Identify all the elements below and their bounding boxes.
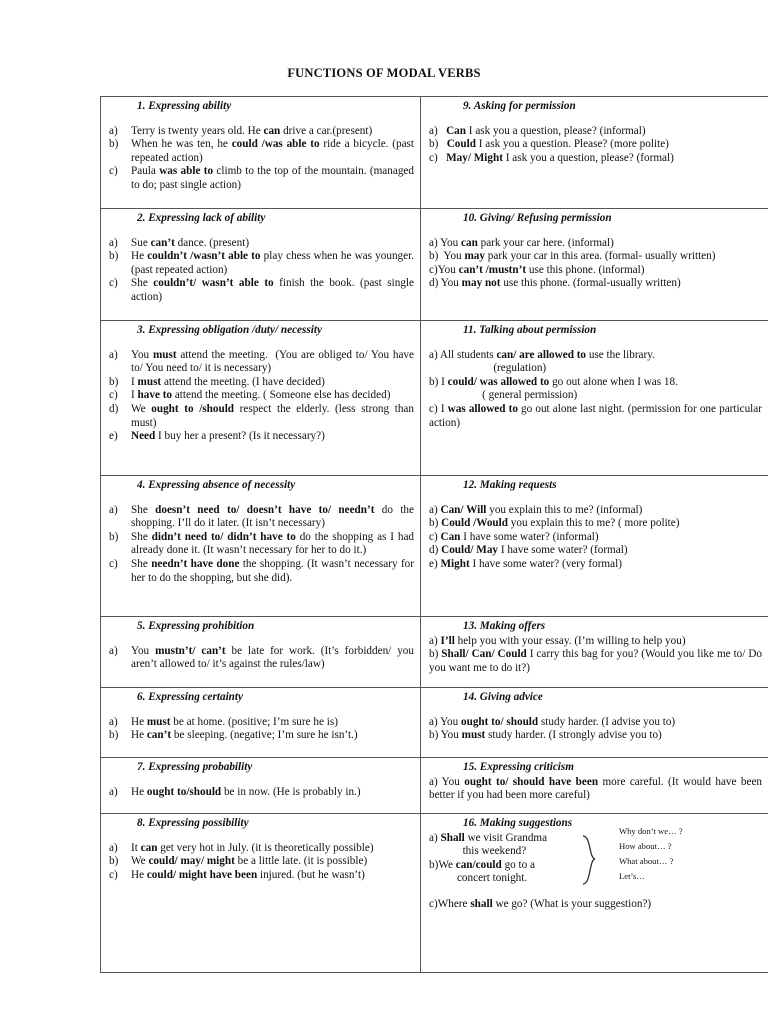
item-text: study harder. (I strongly advise you to) — [485, 729, 662, 742]
item-text: (regulation) — [429, 362, 547, 375]
cell-left — [101, 688, 421, 758]
item-text: be at home. (positive; I’m sure he is) — [170, 715, 338, 728]
item-text: I ask you a question, please? (formal) — [502, 151, 674, 164]
list-item — [429, 402, 765, 430]
table-row — [101, 688, 768, 758]
section-heading: 9. Asking for permission — [463, 100, 576, 112]
item-text: c) I — [429, 402, 448, 415]
item-modal: Can — [446, 124, 466, 137]
item-text: b) — [429, 648, 442, 661]
list-item — [429, 237, 762, 251]
item-modal: May/ Might — [446, 151, 503, 164]
item-text: It — [131, 841, 141, 854]
item-modal: may — [464, 250, 485, 263]
item-text: She — [131, 503, 156, 516]
item-text: I have some water? (formal) — [498, 544, 628, 557]
item-modal: Might — [440, 557, 470, 570]
cell-right — [421, 209, 768, 321]
page-title: FUNCTIONS OF MODAL VERBS — [287, 66, 481, 80]
list-item — [109, 430, 414, 444]
item-text: We — [131, 855, 149, 868]
item-text — [131, 125, 414, 139]
list-item — [429, 531, 762, 545]
item-letter: e) — [109, 430, 118, 443]
list-item — [429, 389, 762, 403]
item-modal: ought to/ should have been — [464, 775, 599, 788]
item-text: He — [131, 715, 147, 728]
list-item — [109, 855, 414, 869]
list-item — [109, 530, 417, 558]
item-modal: must — [461, 729, 486, 742]
item-text — [131, 237, 414, 251]
item-modal: ought to /should — [151, 402, 235, 415]
section-heading: 15. Expressing criticism — [463, 761, 574, 773]
item-text: c) — [429, 530, 441, 543]
list-item — [429, 138, 762, 152]
item-text — [131, 786, 414, 800]
item-text: d) You — [429, 277, 462, 290]
section-heading: 4. Expressing absence of necessity — [137, 479, 296, 491]
item-text: When he was ten, he — [131, 138, 232, 151]
item-modal: mustn’t/ can’t — [155, 644, 226, 657]
modal-verbs-table — [100, 96, 768, 973]
list-item — [109, 237, 414, 251]
item-text — [131, 348, 417, 376]
item-text: a) — [429, 503, 441, 516]
item-text: a) You — [429, 775, 465, 788]
list-item — [109, 716, 414, 730]
item-text: c)Where — [429, 897, 471, 910]
table-row — [101, 814, 768, 973]
item-text: be sleeping. (negative; I’m sure he isn’t.) — [171, 729, 358, 742]
item-text — [131, 644, 417, 672]
item-text: injured. (but he wasn’t) — [257, 868, 365, 881]
item-text: She — [131, 530, 152, 543]
suggestion-block — [429, 825, 762, 886]
item-text: He — [131, 250, 148, 263]
cell-right — [421, 321, 768, 476]
section-heading: 12. Making requests — [463, 479, 557, 491]
item-letter: b) — [109, 855, 119, 868]
item-modal: shall — [470, 897, 493, 910]
item-text: this weekend? — [429, 845, 527, 858]
item-text: b) You — [429, 729, 462, 742]
item-modal: was able to — [159, 165, 214, 178]
item-text — [131, 503, 417, 531]
list-item — [109, 644, 417, 672]
item-modal: can’t — [150, 236, 175, 249]
item-text: Sue — [131, 236, 151, 249]
section-heading: 5. Expressing prohibition — [137, 620, 255, 632]
item-letter: a) — [109, 124, 118, 137]
item-text — [131, 530, 417, 558]
cell-right — [421, 97, 768, 209]
item-text: attend the meeting. (I have decided) — [161, 375, 325, 388]
item-modal: could/ may/ might — [148, 855, 235, 868]
list-item — [429, 349, 762, 363]
item-text: go to a — [501, 858, 536, 871]
item-text: you explain this to me? (informal) — [486, 503, 643, 516]
item-text: do the shopping. I’ll do it later. (It isn’t necessary) — [131, 503, 417, 530]
cell-left — [101, 758, 421, 814]
alternative-phrase: What about… ? — [619, 855, 674, 866]
item-modal: Shall/ Can/ Could — [441, 648, 527, 661]
item-letter: b) — [109, 250, 119, 263]
item-modal: Can/ Will — [440, 503, 487, 516]
item-text: respect the elderly. (less strong than must) — [131, 402, 417, 429]
item-text: b) — [429, 138, 447, 151]
item-modal: can/ are allowed to — [496, 348, 587, 361]
table-row — [101, 321, 768, 476]
list-item — [429, 898, 762, 912]
item-text: d) — [429, 544, 442, 557]
list-item — [429, 775, 765, 803]
item-letter: a) — [109, 785, 118, 798]
item-text: attend the meeting. (You are obliged to/ You have to/ You need to/ it is necessary) — [131, 348, 417, 375]
item-letter: c) — [109, 165, 118, 178]
list-item — [429, 635, 762, 649]
item-text: park your car in this area. (formal- usually written) — [484, 250, 716, 263]
item-text: a) All students — [429, 348, 497, 361]
list-item — [109, 348, 417, 376]
item-letter: a) — [109, 348, 118, 361]
list-item — [109, 138, 417, 165]
item-text — [131, 729, 414, 743]
item-text: be a little late. (it is possible) — [234, 855, 368, 868]
item-text: Terry is twenty years old. He — [131, 124, 264, 137]
alternative-phrase: Let’s… — [619, 870, 645, 881]
item-text — [131, 430, 414, 444]
section-heading: 3. Expressing obligation /duty/ necessity — [137, 324, 322, 336]
item-letter: c) — [109, 389, 118, 402]
item-letter: d) — [109, 402, 119, 415]
item-text: I carry this bag for you? (Would you like me to/ Do you want me to do it?) — [429, 648, 765, 674]
item-text: You — [131, 348, 153, 361]
list-item — [109, 125, 414, 139]
item-modal: could /was able to — [231, 138, 320, 151]
item-letter: b) — [109, 729, 119, 742]
item-text — [131, 842, 414, 856]
table-row — [101, 617, 768, 688]
item-text: dance. (present) — [174, 236, 250, 249]
item-text: I — [131, 375, 138, 388]
section-heading: 13. Making offers — [463, 620, 546, 632]
item-text: You — [131, 644, 156, 657]
cell-left — [101, 617, 421, 688]
item-modal: could/ was allowed to — [447, 375, 550, 388]
list-item — [109, 277, 417, 304]
list-item — [429, 729, 762, 743]
item-text: use the library. — [586, 348, 655, 361]
item-modal: ought to/should — [146, 785, 222, 798]
cell-right — [421, 476, 768, 617]
cell-left — [101, 209, 421, 321]
item-text: a) You — [429, 715, 462, 728]
item-text: c)You — [429, 263, 459, 276]
item-text: We — [131, 402, 152, 415]
item-modal: didn’t need to/ didn’t have to — [151, 530, 296, 543]
list-item — [429, 152, 762, 166]
item-modal: Could — [446, 138, 476, 151]
item-text: I ask you a question. Please? (more polite) — [475, 138, 669, 151]
item-text — [131, 855, 414, 869]
item-text: attend the meeting. ( Someone else has decided) — [172, 389, 391, 402]
item-text: b) — [429, 517, 442, 530]
item-text: a) You — [429, 236, 462, 249]
list-item — [109, 503, 417, 531]
item-modal: must — [146, 715, 171, 728]
item-text — [131, 557, 417, 585]
item-text: He — [131, 785, 147, 798]
alternative-phrase: Why don’t we… ? — [619, 825, 683, 836]
item-text — [131, 165, 417, 192]
list-item — [109, 786, 414, 800]
item-text: help you with your essay. (I’m willing to help you) — [454, 634, 686, 647]
item-text: climb to the top of the mountain. (managed to do; past single action) — [131, 165, 417, 191]
item-text: b)We — [429, 858, 456, 871]
list-item — [429, 544, 762, 558]
item-modal: needn’t have done — [151, 557, 240, 570]
list-item — [429, 277, 762, 291]
list-item — [429, 517, 762, 531]
item-text: a) — [429, 124, 447, 137]
list-item — [109, 389, 414, 403]
cell-right — [421, 814, 768, 973]
item-letter: a) — [109, 503, 118, 516]
section-heading: 8. Expressing possibility — [137, 817, 249, 829]
suggestion-alternatives — [619, 826, 683, 886]
item-modal: doesn’t need to/ doesn’t have to/ needn’t — [155, 503, 375, 516]
item-modal: must — [137, 375, 162, 388]
item-modal: ought to/ should — [461, 715, 539, 728]
item-text — [131, 716, 414, 730]
item-text — [131, 389, 414, 403]
item-modal: couldn’t /wasn’t able to — [147, 250, 261, 263]
item-text: finish the book. (past single action) — [131, 277, 417, 303]
list-item — [109, 842, 414, 856]
section-heading: 1. Expressing ability — [137, 100, 232, 112]
item-text: go out alone when I was 18. — [549, 375, 678, 388]
item-modal: Could/ May — [441, 544, 499, 557]
cell-right — [421, 758, 768, 814]
item-modal: can/could — [455, 858, 502, 871]
cell-left — [101, 321, 421, 476]
item-letter: a) — [109, 644, 118, 657]
item-text: He — [131, 868, 147, 881]
item-text: use this phone. (informal) — [526, 263, 645, 276]
item-text: get very hot in July. (it is theoretically possible) — [157, 841, 374, 854]
cell-left — [101, 476, 421, 617]
item-letter: a) — [109, 715, 118, 728]
item-modal: could/ might have been — [146, 868, 258, 881]
item-text: play chess when he was younger. (past repeated action) — [131, 250, 417, 276]
item-letter: c) — [109, 277, 118, 290]
item-text: do the shopping as I had already done it. (It wasn’t necessary for her to do it.) — [131, 530, 417, 557]
section-heading: 7. Expressing probability — [137, 761, 253, 773]
item-letter: a) — [109, 236, 118, 249]
item-text: I buy her a present? (Is it necessary?) — [155, 430, 325, 443]
item-text: b) You — [429, 250, 465, 263]
table-row — [101, 97, 768, 209]
item-text — [131, 138, 417, 165]
item-letter: b) — [109, 138, 119, 151]
cell-right — [421, 688, 768, 758]
list-item — [429, 648, 765, 675]
item-text: She — [131, 277, 154, 290]
list-item — [429, 504, 762, 518]
item-text: a) — [429, 634, 441, 647]
item-text: He — [131, 729, 147, 742]
table-row — [101, 209, 768, 321]
item-text: park your car here. (informal) — [477, 236, 614, 249]
item-text: study harder. (I advise you to) — [538, 715, 676, 728]
list-item — [429, 264, 762, 278]
item-modal: I’ll — [440, 634, 455, 647]
item-text — [131, 277, 417, 304]
list-item — [429, 250, 762, 264]
item-text: go out alone last night. (permission for one particular action) — [429, 402, 765, 429]
item-text: I have some water? (informal) — [460, 530, 599, 543]
item-text — [131, 376, 414, 390]
item-text: I have some water? (very formal) — [469, 557, 622, 570]
table-row — [101, 476, 768, 617]
section-heading: 6. Expressing certainty — [137, 691, 243, 703]
item-letter: b) — [109, 530, 119, 543]
item-modal: was allowed to — [447, 402, 518, 415]
item-text: concert tonight. — [429, 872, 528, 885]
cell-left — [101, 814, 421, 973]
item-modal: may not — [461, 277, 501, 290]
item-modal: Shall — [440, 831, 465, 844]
list-item — [109, 250, 417, 277]
item-modal: can — [140, 841, 158, 854]
list-item — [429, 362, 762, 376]
alternative-phrase: How about… ? — [619, 840, 672, 851]
list-item — [429, 558, 762, 572]
section-heading: 16. Making suggestions — [463, 817, 573, 829]
item-text: Paula — [131, 165, 160, 178]
list-item — [429, 376, 762, 390]
item-text: we go? (What is your suggestion?) — [492, 897, 652, 910]
section-heading: 10. Giving/ Refusing permission — [463, 212, 612, 224]
item-text: ( general permission) — [429, 389, 578, 402]
item-modal: couldn’t/ wasn’t able to — [153, 277, 274, 290]
item-text — [131, 402, 417, 430]
table-row — [101, 758, 768, 814]
item-letter: c) — [109, 557, 118, 570]
list-item — [109, 869, 414, 883]
section-heading: 11. Talking about permission — [463, 324, 597, 336]
list-item — [429, 716, 762, 730]
item-text: I — [131, 389, 138, 402]
item-letter: c) — [109, 868, 118, 881]
section-heading: 2. Expressing lack of ability — [137, 212, 266, 224]
item-text: we visit Grandma — [464, 831, 548, 844]
list-item — [109, 729, 414, 743]
list-item — [109, 402, 417, 430]
item-text: c) — [429, 151, 447, 164]
item-text: She — [131, 557, 152, 570]
item-letter: b) — [109, 375, 119, 388]
item-modal: Can — [440, 530, 461, 543]
item-modal: can — [461, 236, 478, 249]
item-text — [131, 869, 414, 883]
item-modal: Could /Would — [441, 517, 508, 530]
item-text: be late for work. (It’s forbidden/ you aren’t allowed to/ it’s against the rules/law) — [131, 644, 417, 671]
item-text: e) — [429, 557, 441, 570]
item-letter: a) — [109, 841, 118, 854]
list-item — [109, 557, 417, 585]
cell-right — [421, 617, 768, 688]
item-text: use this phone. (formal-usually written) — [500, 277, 681, 290]
item-text: b) I — [429, 375, 448, 388]
item-text — [131, 250, 417, 277]
item-text: be in now. (He is probably in.) — [221, 785, 361, 798]
section-heading: 14. Giving advice — [463, 691, 543, 703]
item-text: a) — [429, 831, 441, 844]
item-modal: must — [152, 348, 177, 361]
item-text: more careful. (It would have been better if you had been more careful) — [429, 775, 765, 802]
item-text: ride a bicycle. (past repeated action) — [131, 138, 417, 164]
item-text: the shopping. (It wasn’t necessary for her to do the shopping, but she did). — [131, 557, 417, 584]
item-modal: can’t — [146, 729, 172, 742]
item-text: you explain this to me? ( more polite) — [507, 517, 680, 530]
item-text: I ask you a question, please? (informal) — [466, 124, 646, 137]
list-item — [109, 376, 414, 390]
item-modal: Need — [131, 430, 156, 443]
item-modal: have to — [137, 389, 173, 402]
curly-brace-icon — [581, 832, 603, 888]
list-item — [429, 125, 762, 139]
item-text: drive a car.(present) — [280, 124, 373, 137]
cell-left — [101, 97, 421, 209]
list-item — [109, 165, 417, 192]
item-modal: can’t /mustn’t — [458, 263, 527, 276]
item-modal: can — [263, 124, 281, 137]
